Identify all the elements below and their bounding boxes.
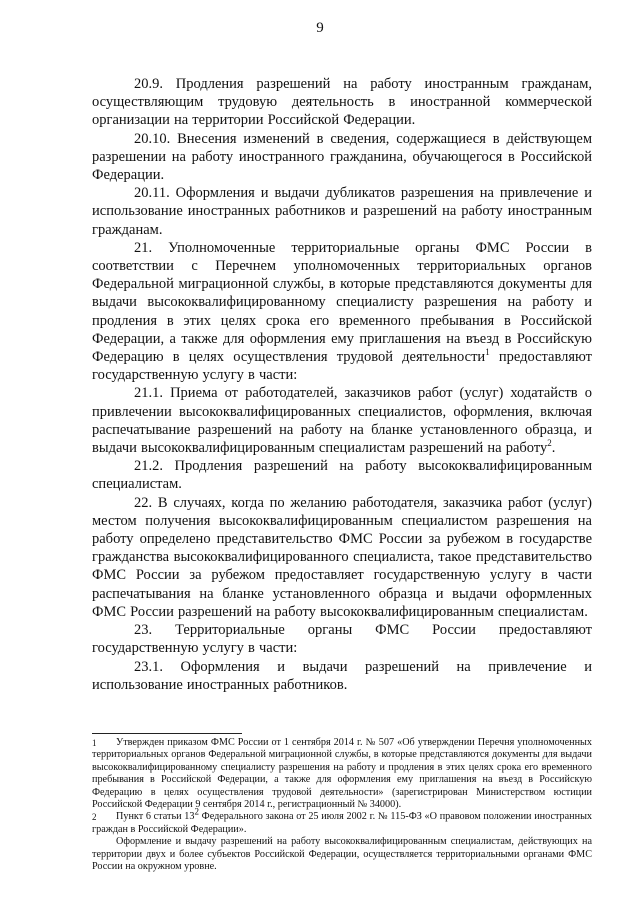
paragraph-20-9: 20.9. Продления разрешений на работу иностранным гражданам, осуществляющим трудовую деятельность в иностранной коммерческой организации на территории Российской Федерации. xyxy=(92,76,592,129)
footnote-2: 2 Пункт 6 статьи $13^2$ Федерального закона от 25 июля 2002 г. № 115-ФЗ «О правовом положении иностранных граждан в Российской Федерации». xyxy=(92,807,593,835)
paragraph-22: 22. В случаях, когда по желанию работодателя, заказчика работ (услуг) местом получения высококвалифицированным специалистом разрешения на работу определено представительство ФМС России за рубежом в государстве гражданства высококвалифицированного специалиста, такое представительство ФМС России за рубежом предоставляет государственную услугу в части распечатывания на бланке установленного образца и выдачи оформленных ФМС России разрешений на работу высококвалифицированным специалистам. xyxy=(92,494,592,620)
paragraph-21-2: 21.2. Продления разрешений на работу высококвалифицированным специалистам. xyxy=(92,458,592,493)
body-text xyxy=(92,75,592,694)
footnote-note: Оформление и выдачу разрешений на работу высококвалифицированным специалистам, действующих на территории двух и более субъектов Российской Федерации, осуществляется территориальными органами ФМС России на окружном уровне. xyxy=(92,836,592,873)
paragraph-20-10: 20.10. Внесения изменений в сведения, содержащиеся в действующем разрешении на работу иностранного гражданина, обучающегося в Российской Федерации. xyxy=(92,130,592,184)
footnotes xyxy=(92,737,592,873)
paragraph-21-1: 21.1. Приема от работодателей, заказчиков работ (услуг) ходатайств о привлечении высококвалифицированных специалистов, оформления, включая распечатывание разрешений на работу на бланке установленного образца, и выдачи высококвалифицированным специалистам разрешений на работу$^2$. xyxy=(92,385,592,457)
footnote-divider xyxy=(92,733,242,734)
footnote-mark-2: 2 xyxy=(92,812,97,823)
footnote-mark-1: 1 xyxy=(92,738,97,748)
footnote-ref-2: 2 xyxy=(547,438,552,449)
paragraph-23: 23. Территориальные органы ФМС России предоставляют государственную услугу в части: xyxy=(92,622,592,657)
paragraph-20-11: 20.11. Оформления и выдачи дубликатов разрешения на привлечение и использование иностранных работников и разрешений на работу иностранным гражданам. xyxy=(92,185,592,238)
footnote-1: 1 Утвержден приказом ФМС России от 1 сентября 2014 г. № 507 «Об утверждении Перечня уполномоченных территориальных органов Федеральной миграционной службы, в которые представляются документы для выдачи высококвалифицированному специалисту разрешения на работу и продления в этих целях срока его временного пребывания в Российской Федерации, а также для оформления ему приглашения на въезд в Российскую Федерацию в целях осуществления трудовой деятельности» (зарегистрирован Министерством юстиции Российской Федерации 9 сентября 2014 г., регистрационный № 34000). xyxy=(92,737,592,811)
page-number: 9 xyxy=(316,20,324,36)
paragraph-21: 21. Уполномоченные территориальные органы ФМС России в соответствии с Перечнем уполномоченных территориальных органов Федеральной миграционной службы, в которые представляются документы для выдачи высококвалифицированному специалисту разрешения на работу и продления в этих целях срока его временного пребывания в Российской Федерации, а также для оформления ему приглашения на въезд в Российскую Федерацию в целях осуществления трудовой деятельности$^1$ предоставляют государственную услугу в части: xyxy=(92,239,593,384)
paragraph-23-1: 23.1. Оформления и выдачи разрешений на привлечение и использование иностранных работников. xyxy=(92,658,592,693)
footnote-ref-1: 1 xyxy=(485,347,490,358)
